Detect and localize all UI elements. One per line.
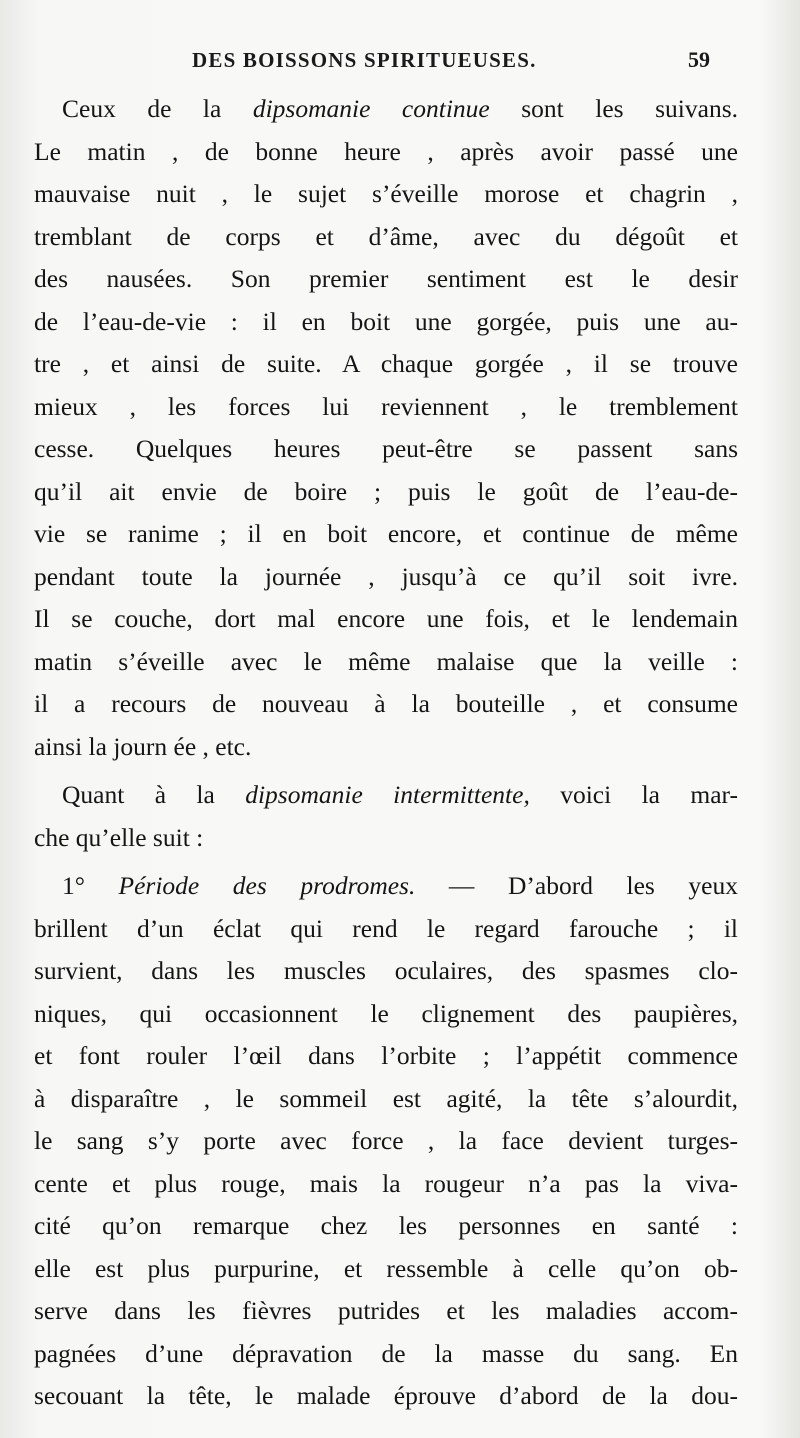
text-run: il a recours de nouveau à la bouteille , et consume — [34, 689, 738, 718]
text-run: survient, dans les muscles oculaires, des spasmes clo- — [34, 956, 738, 985]
text-line — [34, 598, 738, 641]
text-line — [34, 993, 738, 1036]
text-line — [34, 1163, 738, 1206]
text-run: pagnées d’une dépravation de la masse du sang. En — [34, 1338, 738, 1368]
text-line — [34, 1333, 738, 1376]
text-line — [34, 301, 738, 344]
text-line — [34, 428, 738, 471]
text-line — [34, 726, 738, 769]
text-run: tremblant de corps et d’âme, avec du dégoût et — [34, 221, 738, 251]
text-line — [34, 1120, 738, 1163]
text-line — [34, 258, 738, 301]
text-line — [34, 216, 738, 259]
text-run: serve dans les fièvres putrides et les maladies accom- — [34, 1296, 738, 1325]
text-line — [34, 471, 738, 514]
text-run: ainsi la journ ée , etc. — [34, 731, 252, 761]
italic-term: Période des prodromes. — [118, 871, 416, 900]
body-text — [34, 88, 738, 1418]
text-line — [34, 88, 738, 131]
text-run: Il se couche, dort mal encore une fois, et le lendemain — [34, 604, 738, 633]
text-run: niques, qui occasionnent le clignement des paupières, — [34, 998, 738, 1028]
text-line — [34, 343, 738, 386]
page-header — [0, 48, 800, 78]
text-run: mieux , les forces lui reviennent , le tremblement — [34, 391, 738, 421]
text-run: mauvaise nuit , le sujet s’éveille morose et chagrin , — [34, 179, 738, 208]
text-line — [34, 386, 738, 429]
text-line — [34, 556, 738, 599]
page-number: 59 — [688, 47, 710, 72]
text-line — [34, 1248, 738, 1291]
text-line — [34, 683, 738, 726]
text-run: Quant à la — [62, 780, 246, 809]
text-line — [34, 1205, 738, 1248]
running-title: DES BOISSONS SPIRITUEUSES. — [192, 48, 537, 72]
text-run: — D’abord les yeux — [415, 871, 738, 900]
text-line — [34, 641, 738, 684]
text-run: et font rouler l’œil dans l’orbite ; l’appétit commence — [34, 1041, 738, 1070]
text-line — [34, 908, 738, 951]
text-line — [34, 774, 738, 817]
text-run: cente et plus rouge, mais la rougeur n’a pas la viva- — [34, 1168, 738, 1198]
text-line — [34, 1035, 738, 1078]
text-run: tre , et ainsi de suite. A chaque gorgée , il se trouve — [34, 349, 738, 378]
text-run: che qu’elle suit : — [34, 822, 204, 852]
text-line — [34, 865, 738, 908]
text-run: Ceux de la — [62, 94, 253, 123]
text-run: sont les suivans. — [489, 94, 738, 123]
text-line — [34, 1078, 738, 1121]
text-line — [34, 513, 738, 556]
italic-term: dipsomanie intermittente, — [245, 780, 530, 809]
text-run: Le matin , de bonne heure , après avoir passé une — [34, 136, 738, 166]
text-line — [34, 131, 738, 174]
text-run: brillent d’un éclat qui rend le regard farouche ; il — [34, 913, 738, 943]
text-run: matin s’éveille avec le même malaise que la veille : — [34, 646, 738, 676]
text-line — [34, 950, 738, 993]
text-run: vie se ranime ; il en boit encore, et continue de même — [34, 519, 738, 548]
text-line — [34, 173, 738, 216]
text-line — [34, 817, 738, 860]
text-run: de l’eau-de-vie : il en boit une gorgée, puis une au- — [34, 306, 738, 336]
text-run: cité qu’on remarque chez les personnes en santé : — [34, 1211, 738, 1240]
text-run: 1° — [62, 871, 119, 900]
text-run: à disparaître , le sommeil est agité, la tête s’alourdit, — [34, 1083, 738, 1113]
text-run: secouant la tête, le malade éprouve d’abord de la dou- — [34, 1381, 738, 1410]
text-run: qu’il ait envie de boire ; puis le goût de l’eau-de- — [34, 476, 738, 506]
text-run: pendant toute la journée , jusqu’à ce qu’il soit ivre. — [34, 561, 738, 591]
italic-term: dipsomanie continue — [252, 94, 490, 123]
text-run: des nausées. Son premier sentiment est le desir — [34, 264, 738, 293]
text-line — [34, 1375, 738, 1418]
text-run: le sang s’y porte avec force , la face devient turges- — [34, 1126, 738, 1155]
text-run: voici la mar- — [529, 780, 738, 809]
text-run: elle est plus purpurine, et ressemble à celle qu’on ob- — [34, 1253, 738, 1283]
text-run: cesse. Quelques heures peut-être se passent sans — [34, 434, 738, 463]
text-line — [34, 1290, 738, 1333]
